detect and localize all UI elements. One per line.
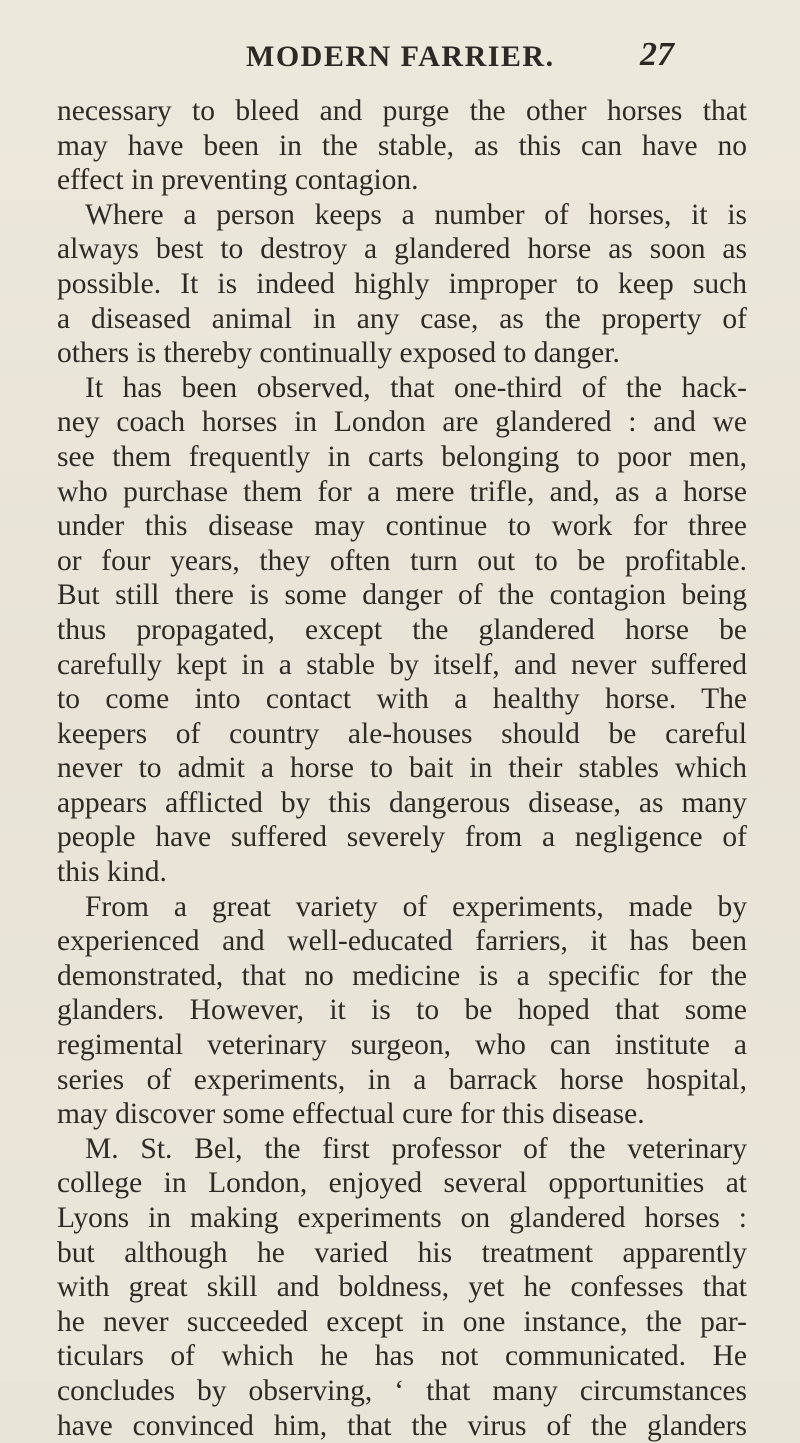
text-line: carefully kept in a stable by itself, and never suffered (57, 648, 747, 681)
text-line: possible. It is indeed highly improper to keep such (57, 267, 747, 300)
text-line: It has been observed, that one-third of the hack- (85, 371, 747, 404)
text-line: From a great variety of experiments, made by (85, 890, 747, 923)
text-line: or four years, they often turn out to be profitable. (57, 544, 747, 577)
text-line: appears afflicted by this dangerous disease, as many (57, 786, 747, 819)
text-line: college in London, enjoyed several opportunities at (57, 1167, 747, 1200)
text-line: Lyons in making experiments on glandered horses : (57, 1202, 747, 1234)
running-head: MODERN FARRIER. (246, 40, 555, 73)
text-line: concludes by observing, ‘ that many circumstances (57, 1374, 747, 1407)
text-line: series of experiments, in a barrack horse hospital, (57, 1063, 747, 1096)
text-line: But still there is some danger of the contagion being (57, 579, 747, 612)
text-line: this kind. (57, 856, 167, 889)
text-line: thus propagated, except the glandered horse be (57, 613, 747, 646)
text-line: demonstrated, that no medicine is a specific for the (57, 959, 747, 992)
text-line: experienced and well-educated farriers, it has been (57, 925, 747, 958)
text-line: ticulars of which he has not communicated. He (57, 1340, 747, 1373)
text-line: may discover some effectual cure for this disease. (57, 1098, 645, 1131)
text-line: under this disease may continue to work for three (57, 510, 747, 543)
text-line: always best to destroy a glandered horse as soon as (57, 233, 747, 266)
text-line: who purchase them for a mere trifle, and, as a horse (57, 475, 747, 508)
text-line: others is thereby continually exposed to danger. (57, 337, 620, 370)
text-line: may have been in the stable, as this can have no (57, 129, 747, 162)
text-line: effect in preventing contagion. (57, 164, 419, 197)
text-line: people have suffered severely from a negligence of (57, 821, 747, 854)
page-header (0, 36, 800, 90)
text-line: see them frequently in carts belonging to poor men, (57, 440, 747, 473)
text-line: glanders. However, it is to be hoped that some (57, 994, 747, 1027)
text-line: necessary to bleed and purge the other horses that (57, 95, 747, 127)
text-line: ney coach horses in London are glandered : and we (57, 406, 747, 439)
text-line: he never succeeded except in one instance, the par- (57, 1305, 747, 1338)
text-line: Where a person keeps a number of horses, it is (85, 198, 747, 231)
text-line: never to admit a horse to bait in their stables which (57, 752, 747, 785)
body-text (57, 94, 747, 1443)
text-line: M. St. Bel, the first professor of the veterinary (85, 1132, 747, 1165)
text-line: have convinced him, that the virus of the glanders (57, 1409, 747, 1442)
text-line: but although he varied his treatment apparently (57, 1236, 747, 1269)
page-number: 27 (640, 36, 674, 73)
text-line: with great skill and boldness, yet he confesses that (57, 1271, 747, 1304)
text-line: to come into contact with a healthy horse. The (57, 683, 747, 716)
text-line: a diseased animal in any case, as the property of (57, 302, 747, 335)
text-line: keepers of country ale-houses should be careful (57, 717, 747, 750)
text-line: regimental veterinary surgeon, who can institute a (57, 1029, 747, 1062)
